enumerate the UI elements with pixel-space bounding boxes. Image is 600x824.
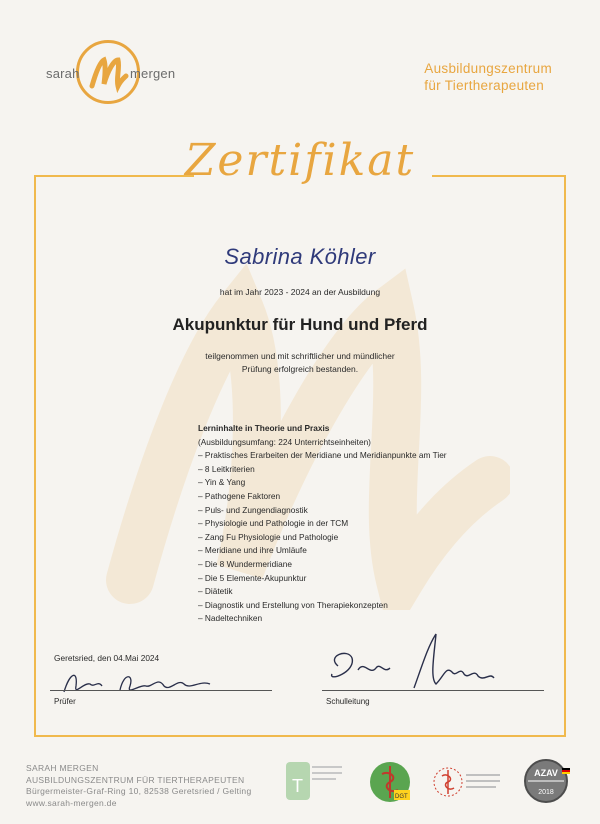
certificate-title: Zertifikat xyxy=(184,135,416,186)
institute-line2: für Tiertherapeuten xyxy=(424,78,545,93)
certification-badges xyxy=(284,758,584,808)
list-item: – Diätetik xyxy=(198,586,233,597)
azav-year: 2018 xyxy=(538,789,554,796)
footer-address xyxy=(26,763,252,809)
list-item: – Die 5 Elemente-Akupunktur xyxy=(198,572,307,583)
list-item: – Physiologie und Pathologie in der TCM xyxy=(198,518,349,529)
examiner-label: Prüfer xyxy=(54,697,76,706)
list-item: – Die 8 Wundermeridiane xyxy=(198,558,292,569)
passed-line1: teilgenommen und mit schriftlicher und mündlicher xyxy=(205,351,395,361)
logo-text-left: sarah xyxy=(46,66,80,81)
list-item: – Puls- und Zungendiagnostik xyxy=(198,504,308,515)
dgt-label: DGT xyxy=(395,794,408,800)
list-item: – Diagnostik und Erstellung von Therapiekonzepten xyxy=(198,599,388,610)
passed-text xyxy=(0,350,600,376)
sarah-mergen-logo xyxy=(46,40,176,120)
list-item: – Yin & Yang xyxy=(198,477,246,488)
intro-text: hat im Jahr 2023 - 2024 an der Ausbildung xyxy=(219,287,381,297)
content-list xyxy=(198,449,447,626)
passed-line2: Prüfung erfolgreich bestanden. xyxy=(241,364,359,374)
professional-association-logo-icon xyxy=(430,760,504,804)
list-item: – Pathogene Faktoren xyxy=(198,490,281,501)
signature-line-right xyxy=(322,690,544,691)
footer-line2: AUSBILDUNGSZENTRUM FÜR TIERTHERAPEUTEN xyxy=(26,774,245,785)
content-heading: Lerninhalte in Theorie und Praxis xyxy=(198,423,330,433)
list-item: – Praktisches Erarbeiten der Meridiane und Meridianpunkte am Tier xyxy=(198,450,447,461)
content-block xyxy=(198,422,447,626)
list-item: – Nadeltechniken xyxy=(198,613,263,624)
footer-line1: SARAH MERGEN xyxy=(26,763,99,773)
therapist-association-logo-icon xyxy=(284,758,344,804)
institute-name xyxy=(424,60,552,94)
signature-line-left xyxy=(50,690,272,691)
footer-line4: www.sarah-mergen.de xyxy=(26,797,117,808)
recipient-name: Sabrina Köhler xyxy=(224,244,376,269)
logo-text-right: mergen xyxy=(130,66,176,81)
institute-line1: Ausbildungszentrum xyxy=(424,61,552,76)
examiner-signature-icon xyxy=(60,662,220,702)
list-item: – Zang Fu Physiologie und Pathologie xyxy=(198,531,339,542)
logo-m-icon xyxy=(86,50,130,94)
frame-bottom xyxy=(34,735,566,737)
list-item: – Meridiane und ihre Umläufe xyxy=(198,545,307,556)
content-scope: (Ausbildungsumfang: 224 Unterrichtseinheiten) xyxy=(198,436,371,447)
place-date: Geretsried, den 04.Mai 2024 xyxy=(54,653,160,663)
footer-line3: Bürgermeister-Graf-Ring 10, 82538 Geretsried / Gelting xyxy=(26,786,252,796)
director-label: Schulleitung xyxy=(326,697,370,706)
course-title: Akupunktur für Hund und Pferd xyxy=(172,315,428,334)
list-item: – 8 Leitkriterien xyxy=(198,463,255,474)
dgt-logo-icon xyxy=(368,760,412,804)
svg-text:T: T xyxy=(292,776,303,796)
azav-badge-icon xyxy=(520,758,572,804)
director-signature-icon xyxy=(318,626,518,696)
azav-label: AZAV xyxy=(534,768,558,778)
